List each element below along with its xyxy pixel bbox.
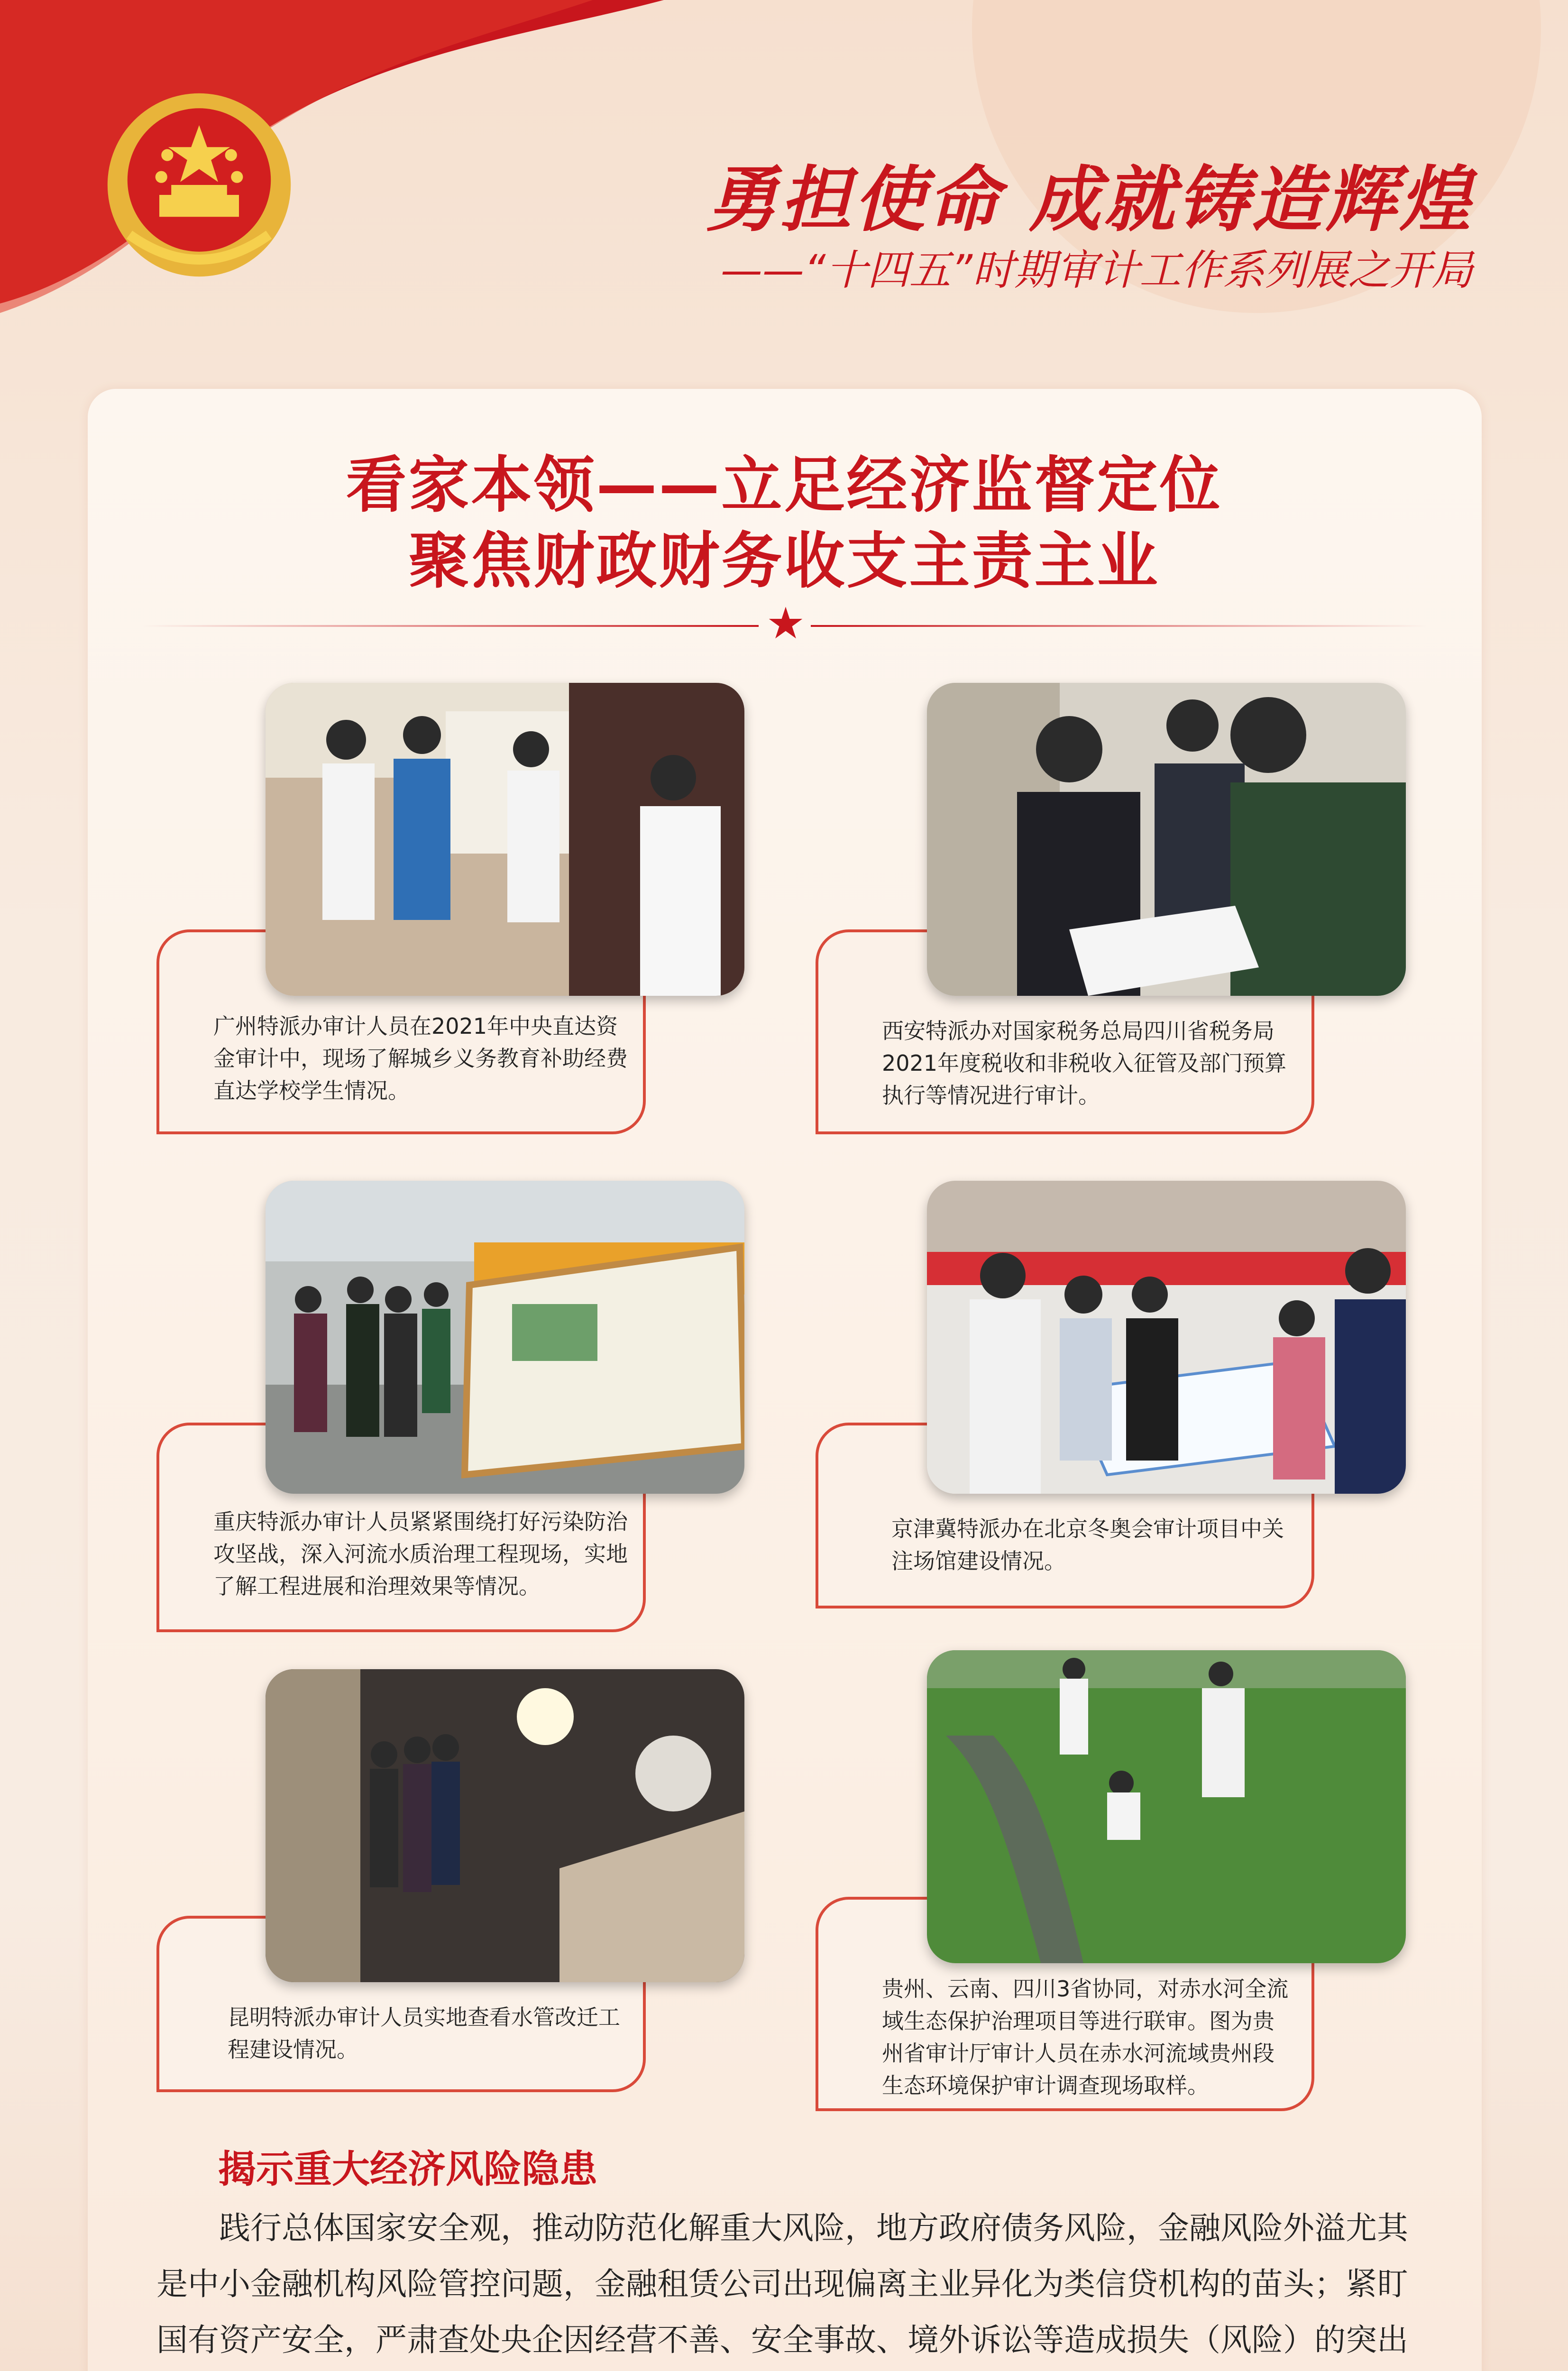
photo-river-sampling [927,1650,1406,1963]
divider-line-right [811,625,1427,627]
sub-title: ——“十四五”时期审计工作系列展之开局 [720,246,1473,294]
caption-text: 贵州、云南、四川3省协同，对赤水河全流域生态保护治理项目等进行联审。图为贵州省审计厅审计人员在赤水河流域贵州段生态环境保护审计调查现场取样。 [882,1976,1289,2098]
divider-line-left [142,625,759,627]
star-icon: ★ [766,598,806,649]
caption-text: 京津冀特派办在北京冬奥会审计项目中关注场馆建设情况。 [891,1516,1284,1574]
photo-tax-audit [927,683,1406,996]
photo-tunnel-inspection [266,1669,744,1982]
photo-school-visit [266,683,744,996]
risk-section-title: 揭示重大经济风险隐患 [218,2147,597,2191]
risk-section-body: 践行总体国家安全观，推动防范化解重大风险，地方政府债务风险，金融风险外溢尤其是中小金融机构风险管控问题，金融租赁公司出现偏离主业异化为类信贷机构的苗头；紧盯国有资产安全，严肃查处央企因经营不善、安全事故、境外诉讼等造成损失（风险）的突出 [156,2210,1408,2358]
section-title-line1: 看家本领——立足经济监督定位 [346,450,1222,521]
caption-text: 广州特派办审计人员在2021年中央直达资金审计中，现场了解城乡义务教育补助经费直达学校学生情况。 [213,1013,628,1103]
caption-text: 西安特派办对国家税务总局四川省税务局2021年度税收和非税收入征管及部门预算执行等情况进行审计。 [882,1018,1287,1108]
main-title: 勇担使命 成就铸造辉煌 [706,159,1473,241]
photo-olympic-venue [927,1181,1406,1494]
photo-river-project [266,1181,744,1494]
section-title-line2: 聚焦财政财务收支主责主业 [408,526,1160,597]
caption-text: 重庆特派办审计人员紧紧围绕打好污染防治攻坚战，深入河流水质治理工程现场，实地了解工程进展和治理效果等情况。 [213,1509,628,1599]
national-emblem-icon [100,85,299,285]
caption-text: 昆明特派办审计人员实地查看水管改迁工程建设情况。 [228,2004,620,2062]
